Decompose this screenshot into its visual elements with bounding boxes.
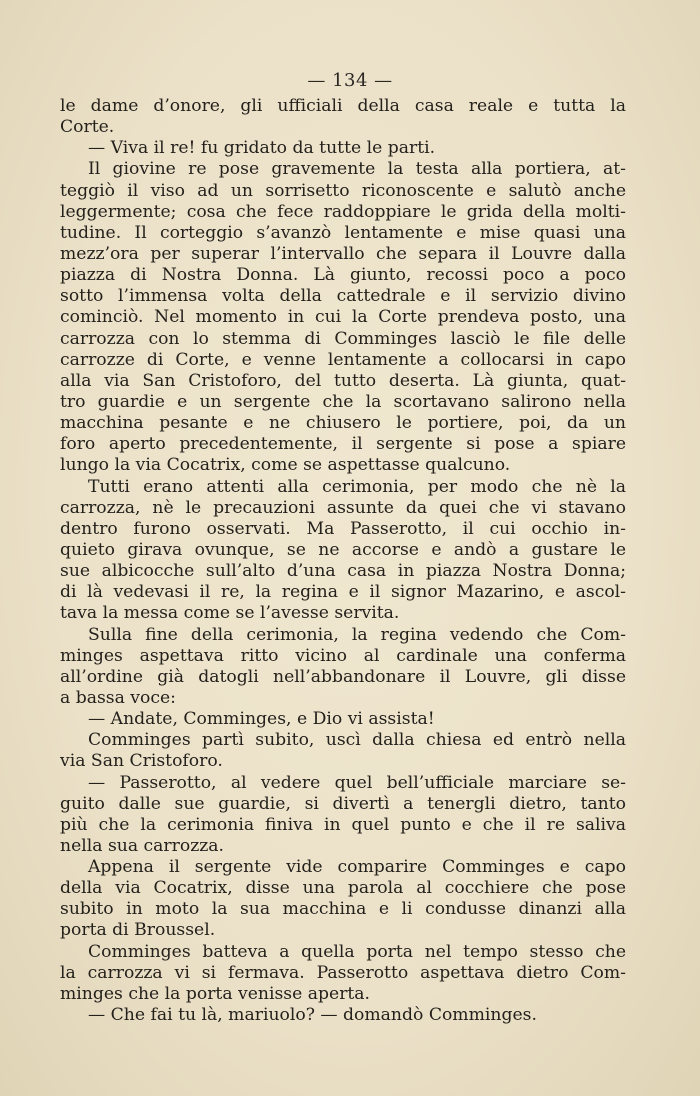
text-line: di là vedevasi il re, la regina e il signor Mazarino, e ascol- — [60, 582, 626, 603]
text-line: sotto l’immensa volta della cattedrale e il servizio divino — [60, 286, 626, 307]
text-line: tro guardie e un sergente che la scortavano salirono nella — [60, 391, 626, 412]
text-line: della via Cocatrix, disse una parola al cocchiere che pose — [60, 878, 626, 899]
text-line: sue albicocche sull’alto d’una casa in piazza Nostra Donna; — [60, 561, 626, 582]
text-line: carrozza, nè le precauzioni assunte da quei che vi stavano — [60, 497, 626, 518]
text-line: mezz’ora per superar l’intervallo che separa il Louvre dalla — [60, 243, 626, 264]
text-line: dentro furono osservati. Ma Passerotto, il cui occhio in- — [60, 518, 626, 539]
text-line: la carrozza vi si fermava. Passerotto aspettava dietro Com- — [60, 962, 626, 983]
text-line: Corte. — [60, 117, 115, 138]
body-text — [60, 96, 626, 1026]
text-line: carrozza con lo stemma di Comminges lasciò le file delle — [60, 328, 626, 349]
text-line: più che la cerimonia finiva in quel punto e che il re saliva — [60, 814, 626, 835]
text-line: lungo la via Cocatrix, come se aspettasse qualcuno. — [60, 455, 511, 476]
text-line: Comminges partì subito, uscì dalla chiesa ed entrò nella — [88, 730, 626, 751]
text-line: all’ordine già datogli nell’abbandonare il Louvre, gli disse — [60, 666, 626, 687]
text-line: le dame d’onore, gli ufficiali della casa reale e tutta la — [60, 96, 626, 116]
text-line: leggermente; cosa che fece raddoppiare le grida della molti- — [60, 201, 626, 222]
text-line: carrozze di Corte, e venne lentamente a collocarsi in capo — [60, 349, 626, 370]
text-line: — Andate, Comminges, e Dio vi assista! — [88, 709, 435, 730]
text-line: piazza di Nostra Donna. Là giunto, recossi poco a poco — [60, 265, 626, 286]
text-line: minges aspettava ritto vicino al cardinale una conferma — [60, 645, 626, 666]
text-line: a bassa voce: — [60, 687, 176, 708]
text-line: quieto girava ovunque, se ne accorse e andò a gustare le — [60, 539, 626, 560]
text-line: Comminges batteva a quella porta nel tempo stesso che — [88, 941, 626, 962]
text-line: subito in moto la sua macchina e li condusse dinanzi alla — [60, 899, 626, 920]
text-line: minges che la porta venisse aperta. — [60, 983, 371, 1004]
text-line: foro aperto precedentemente, il sergente si pose a spiare — [60, 434, 626, 455]
text-line: Tutti erano attenti alla cerimonia, per modo che nè la — [88, 476, 626, 497]
text-line: macchina pesante e ne chiusero le portiere, poi, da un — [60, 413, 626, 434]
text-line: Sulla fine della cerimonia, la regina vedendo che Com- — [88, 624, 626, 645]
text-line: teggiò il viso ad un sorrisetto riconoscente e salutò anche — [60, 180, 626, 201]
text-line: — Che fai tu là, mariuolo? — domandò Comminges. — [88, 1005, 537, 1026]
text-line: guito dalle sue guardie, si divertì a tenergli dietro, tanto — [60, 793, 626, 814]
text-line: Il giovine re pose gravemente la testa alla portiera, at- — [88, 159, 626, 180]
text-line: cominciò. Nel momento in cui la Corte prendeva posto, una — [60, 307, 626, 328]
text-line: tava la messa come se l’avesse servita. — [60, 603, 400, 624]
text-line: — Passerotto, al vedere quel bell’ufficiale marciare se- — [88, 772, 626, 793]
text-line: nella sua carrozza. — [60, 835, 225, 856]
text-line: Appena il sergente vide comparire Comminges e capo — [88, 857, 626, 878]
text-line: alla via San Cristoforo, del tutto deserta. Là giunta, quat- — [60, 370, 626, 391]
text-line: via San Cristoforo. — [60, 751, 223, 772]
text-line: tudine. Il corteggio s’avanzò lentamente e mise quasi una — [60, 222, 626, 243]
text-line: porta di Broussel. — [60, 920, 216, 941]
page-number: — 134 — — [307, 70, 393, 91]
text-line: — Viva il re! fu gridato da tutte le parti. — [88, 138, 436, 159]
